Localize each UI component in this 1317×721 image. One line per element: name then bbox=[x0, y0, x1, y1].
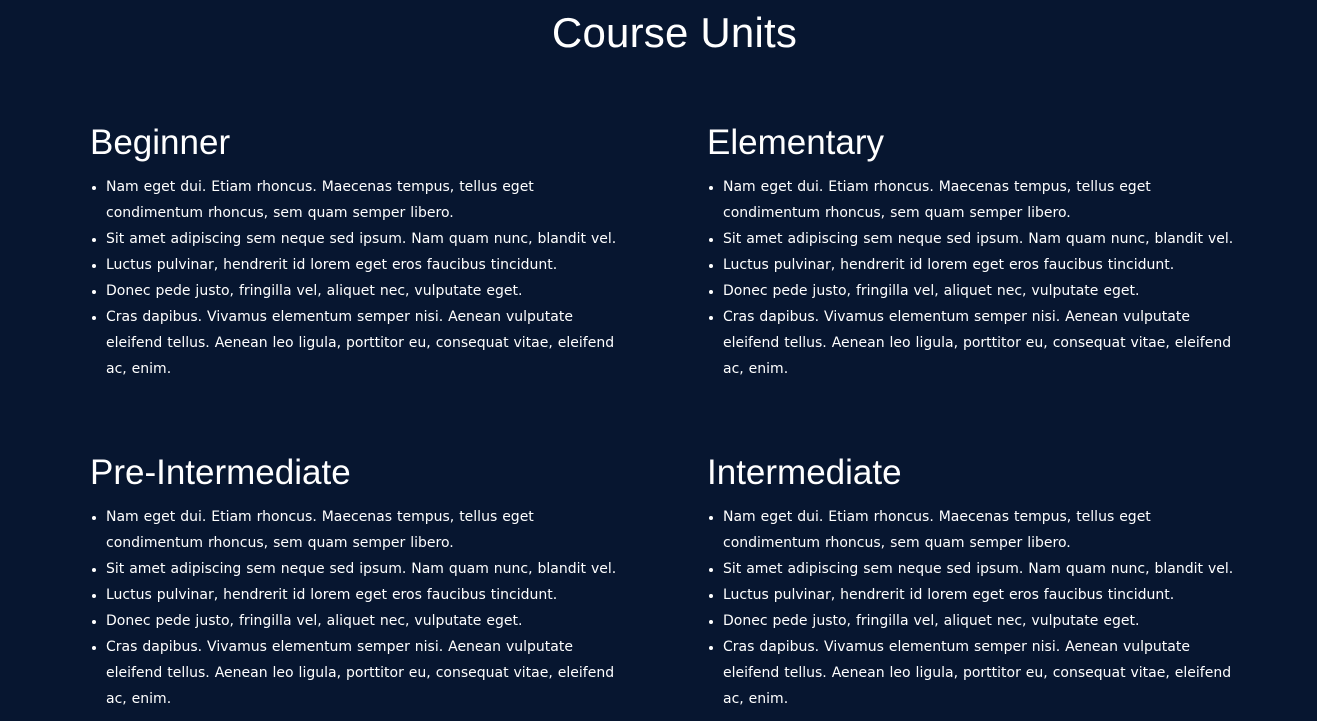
list-item: • Cras dapibus. Vivamus elementum semper nisi. Aenean vulputate eleifend tellus. Aenean leo ligula, porttitor eu, consequat vitae, eleifend ac, enim. bbox=[106, 304, 626, 382]
list-item: • Donec pede justo, fringilla vel, aliquet nec, vulputate eget. bbox=[106, 278, 626, 304]
list-item: • Donec pede justo, fringilla vel, aliquet nec, vulputate eget. bbox=[723, 608, 1243, 634]
list-item: • Cras dapibus. Vivamus elementum semper nisi. Aenean vulputate eleifend tellus. Aenean leo ligula, porttitor eu, consequat vitae, eleifend ac, enim. bbox=[723, 304, 1243, 382]
list-item: • Sit amet adipiscing sem neque sed ipsum. Nam quam nunc, blandit vel. bbox=[106, 226, 626, 252]
list-item: • Sit amet adipiscing sem neque sed ipsum. Nam quam nunc, blandit vel. bbox=[723, 556, 1243, 582]
list-item: • Nam eget dui. Etiam rhoncus. Maecenas tempus, tellus eget condimentum rhoncus, sem quam semper libero. bbox=[106, 504, 626, 556]
unit-title: Elementary bbox=[707, 123, 885, 162]
list-item: • Nam eget dui. Etiam rhoncus. Maecenas tempus, tellus eget condimentum rhoncus, sem quam semper libero. bbox=[723, 174, 1243, 226]
list-item: • Luctus pulvinar, hendrerit id lorem eget eros faucibus tincidunt. bbox=[723, 582, 1243, 608]
unit-list bbox=[90, 174, 650, 382]
page-title: Course Units bbox=[551, 9, 798, 56]
unit-list bbox=[707, 504, 1267, 712]
list-item: • Donec pede justo, fringilla vel, aliquet nec, vulputate eget. bbox=[723, 278, 1243, 304]
list-item: • Donec pede justo, fringilla vel, aliquet nec, vulputate eget. bbox=[106, 608, 626, 634]
unit-pre-intermediate bbox=[90, 452, 650, 712]
unit-elementary bbox=[707, 122, 1267, 382]
unit-intermediate bbox=[707, 452, 1267, 712]
unit-title: Beginner bbox=[90, 123, 231, 162]
list-item: • Sit amet adipiscing sem neque sed ipsum. Nam quam nunc, blandit vel. bbox=[106, 556, 626, 582]
list-item: • Nam eget dui. Etiam rhoncus. Maecenas tempus, tellus eget condimentum rhoncus, sem quam semper libero. bbox=[723, 504, 1243, 556]
list-item: • Cras dapibus. Vivamus elementum semper nisi. Aenean vulputate eleifend tellus. Aenean leo ligula, porttitor eu, consequat vitae, eleifend ac, enim. bbox=[723, 634, 1243, 712]
list-item: • Luctus pulvinar, hendrerit id lorem eget eros faucibus tincidunt. bbox=[723, 252, 1243, 278]
list-item: • Nam eget dui. Etiam rhoncus. Maecenas tempus, tellus eget condimentum rhoncus, sem quam semper libero. bbox=[106, 174, 626, 226]
list-item: • Luctus pulvinar, hendrerit id lorem eget eros faucibus tincidunt. bbox=[106, 582, 626, 608]
unit-list bbox=[707, 174, 1267, 382]
list-item: • Luctus pulvinar, hendrerit id lorem eget eros faucibus tincidunt. bbox=[106, 252, 626, 278]
list-item: • Cras dapibus. Vivamus elementum semper nisi. Aenean vulputate eleifend tellus. Aenean leo ligula, porttitor eu, consequat vitae, eleifend ac, enim. bbox=[106, 634, 626, 712]
unit-list bbox=[90, 504, 650, 712]
unit-title: Intermediate bbox=[707, 453, 902, 492]
unit-title: Pre-Intermediate bbox=[90, 453, 351, 492]
list-item: • Sit amet adipiscing sem neque sed ipsum. Nam quam nunc, blandit vel. bbox=[723, 226, 1243, 252]
unit-beginner bbox=[90, 122, 650, 382]
